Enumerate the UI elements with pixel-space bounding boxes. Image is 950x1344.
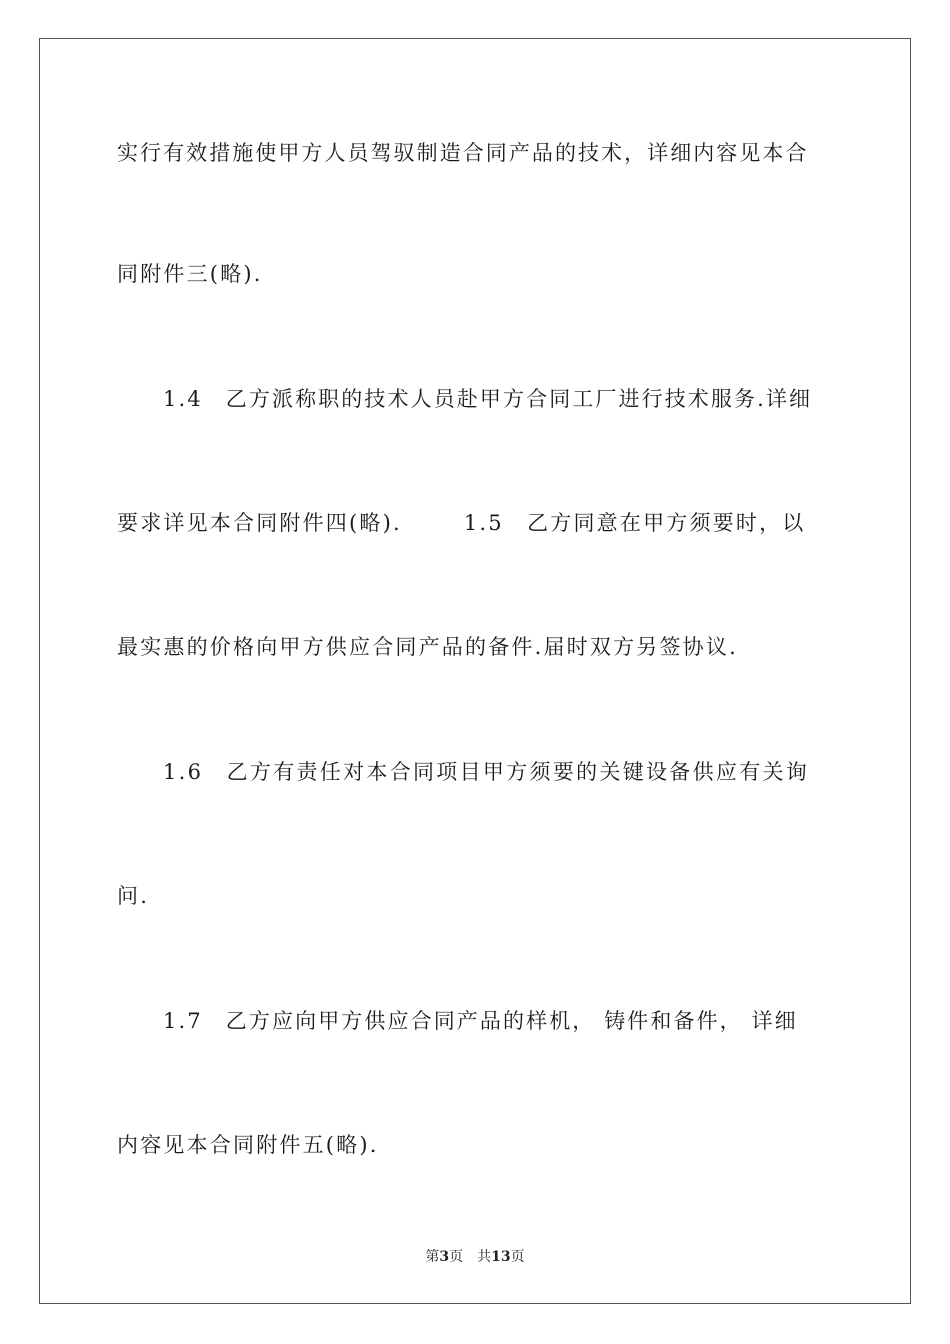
- text-line-4: [117, 508, 833, 538]
- total-suffix: 页: [510, 1249, 525, 1265]
- text-line-5: 最实惠的价格向甲方供应合同产品的备件.届时双方另签协议.: [117, 635, 738, 659]
- clause-1-6: 1.6 乙方有责任对本合同项目甲方须要的关键设备供应有关询: [163, 760, 810, 784]
- clause-1-4: 1.4 乙方派称职的技术人员赴甲方合同工厂进行技术服务.详细: [163, 387, 813, 411]
- page-suffix: 页: [449, 1249, 464, 1265]
- text-line-2: 同附件三(略).: [117, 262, 263, 286]
- total-pages: 13: [491, 1249, 511, 1265]
- clause-1-4-end: 要求详见本合同附件四(略).: [117, 511, 402, 535]
- page-border: [39, 38, 911, 1304]
- text-line-1: 实行有效措施使甲方人员驾驭制造合同产品的技术，详细内容见本合: [117, 141, 809, 165]
- text-line-9: 内容见本合同附件五(略).: [117, 1133, 379, 1157]
- page-footer: [0, 1247, 950, 1267]
- text-line-7: 问.: [117, 884, 150, 908]
- page-prefix: 第: [425, 1249, 440, 1265]
- page-number: 3: [439, 1249, 450, 1265]
- clause-1-5: 1.5 乙方同意在甲方须要时，以: [463, 511, 806, 535]
- total-prefix: 共: [477, 1249, 492, 1265]
- clause-1-7: 1.7 乙方应向甲方供应合同产品的样机， 铸件和备件， 详细: [163, 1009, 798, 1033]
